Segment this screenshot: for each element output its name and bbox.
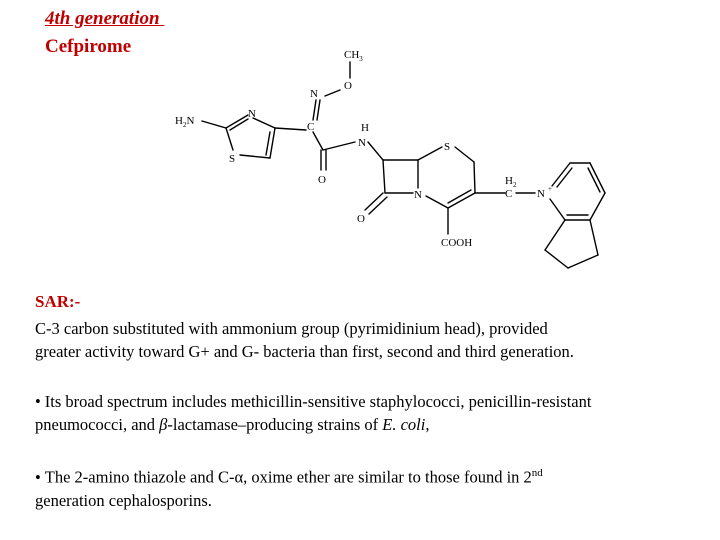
atom-n-amide: N — [358, 137, 366, 149]
sar-heading: SAR:- — [35, 292, 81, 311]
sar-paragraph-3 — [35, 462, 715, 512]
ring6-bond-3 — [474, 162, 475, 193]
bond-c-nh — [323, 142, 355, 150]
atom-c-oxime: C — [307, 121, 315, 133]
atom-h2n: $H_2N$ — [175, 115, 195, 129]
atom-s-thiazole: S — [229, 153, 236, 165]
beta-symbol: β — [159, 415, 168, 434]
thiazole-bond-1 — [253, 118, 275, 128]
bullet-icon: • — [35, 392, 41, 411]
title-generation: 4th generation — [45, 8, 165, 29]
atom-h2-ch2: $H_2$ — [505, 175, 517, 189]
atom-o-lactam: O — [357, 213, 365, 225]
atom-h-amide: H — [361, 122, 369, 134]
ecoli-term: E. coli — [382, 415, 426, 434]
ring6-bond-2 — [455, 147, 474, 162]
atom-ch3: $CH_3$ — [344, 49, 363, 63]
atom-cooh: COOH — [441, 237, 473, 249]
sar-p2-line2-a: pneumococci, and — [35, 415, 160, 434]
sar-p2-line2-b: -lactamase–producing strains of — [167, 415, 383, 434]
cp-bond-2 — [545, 250, 568, 268]
sar-p3-line1: The 2-amino thiazole and C-α, oxime ether are similar to those found in 2 — [44, 467, 532, 487]
sar-p1-line1: C-3 carbon substituted with ammonium group (pyrimidinium head), provided — [35, 319, 548, 338]
atom-plus-charge: + — [548, 185, 552, 193]
thiazole-bond-2 — [270, 128, 275, 158]
thiazole-bond-4 — [226, 128, 233, 150]
bond-nh-c7 — [368, 142, 383, 160]
title-drug-name: Cefpirome — [45, 36, 132, 57]
sar-p1-line2: greater activity toward G+ and G- bacteria than first, second and third generation. — [35, 342, 574, 361]
bond-n-c-double — [317, 100, 320, 120]
sar-p3-superscript: nd — [531, 467, 543, 479]
pyr-bond-6 — [550, 199, 565, 220]
bond-lactam-co — [365, 193, 383, 210]
cp-bond-3 — [568, 255, 598, 268]
thiazole-bond-2d — [266, 132, 270, 155]
bond-lactam-co-d — [369, 197, 387, 214]
atom-n-ring: N — [414, 189, 422, 201]
sar-p3-line2: generation cephalosporins. — [35, 490, 212, 510]
atom-s-ring: S — [444, 141, 451, 153]
sar-paragraph-1 — [35, 317, 715, 363]
lactam-bond-4 — [383, 160, 385, 193]
atom-o-ether: O — [344, 80, 352, 92]
sar-paragraph-2 — [35, 390, 715, 436]
atom-o-amide: O — [318, 174, 326, 186]
bond-c-carbonyl — [313, 132, 323, 150]
sar-p2-end: , — [425, 415, 430, 434]
atom-n-oxime: N — [310, 88, 318, 100]
sar-p2-line1: Its broad spectrum includes methicillin-sensitive staphylococci, penicillin-resistant — [44, 392, 592, 411]
ring6-bond-5 — [426, 196, 448, 208]
bullet-icon: • — [35, 467, 41, 487]
cp-bond-4 — [590, 220, 598, 255]
cp-bond-1 — [545, 220, 565, 250]
atom-c-ch2: C — [505, 188, 513, 200]
bond-h2n-thiazole — [202, 121, 226, 128]
pyr-bond-4 — [590, 193, 605, 220]
bond-o-n — [325, 90, 340, 96]
bond-n-c — [313, 100, 316, 120]
bond-c-thiazole — [275, 128, 306, 130]
atom-n-thiazole: N — [248, 108, 256, 120]
atom-n-plus: N — [537, 188, 545, 200]
ring6-bond-1 — [418, 147, 442, 160]
